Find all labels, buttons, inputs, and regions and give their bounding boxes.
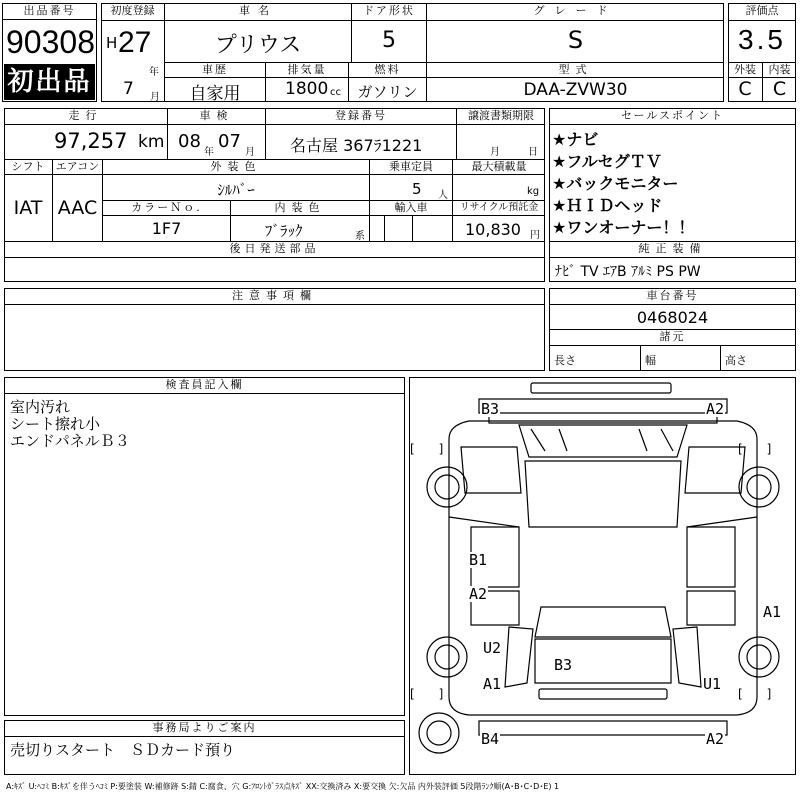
first-reg-month: 7 [123, 79, 134, 99]
model-value: DAA-ZVW30 [523, 80, 628, 100]
grade-label: グレード [533, 4, 618, 17]
specs-height-label: 高さ [725, 354, 747, 367]
inspection-year-unit: 年 [204, 147, 214, 158]
interior-grade-label: 内装 [768, 63, 791, 76]
mileage-value: 97,257 [54, 129, 128, 153]
inspection-year: 08 [178, 131, 201, 152]
first-listing-badge: 初出品 [4, 64, 95, 100]
displacement-unit: cc [330, 87, 341, 98]
first-reg-era: H [106, 34, 118, 52]
damage-mark: A2 [469, 585, 488, 603]
max-load-label: 最大積載量 [471, 160, 527, 173]
sales-point-item: ★フルセグＴＶ [552, 152, 662, 171]
office-text: 売切りスタート ＳＤカード預り [10, 741, 236, 759]
specs-length-label: 長さ [554, 354, 576, 367]
damage-mark: A2 [706, 730, 725, 748]
diagram-bracket: [ ] [738, 687, 772, 701]
diagram-bracket: [ ] [410, 687, 444, 701]
inspection-month-unit: 月 [245, 147, 255, 158]
car-name-value: プリウス [214, 33, 302, 58]
damage-mark: B4 [481, 730, 500, 748]
ext-color-label: 外装色 [210, 160, 262, 173]
car-diagram [409, 377, 796, 775]
sales-point-item: ★バックモニター [552, 174, 679, 193]
history-value: 自家用 [189, 84, 241, 104]
first-reg-label: 初度登録 [110, 4, 155, 17]
transfer-label: 譲渡書類期限 [468, 109, 534, 122]
damage-mark: A2 [706, 400, 725, 418]
transfer-month-unit: 月 [490, 147, 500, 158]
office-label: 事務局よりご案内 [152, 721, 257, 734]
sales-point-item: ★ナビ [552, 130, 599, 149]
sales-points-label: セールスポイント [620, 109, 724, 122]
exterior-grade-label: 外装 [734, 63, 756, 76]
sales-point-item: ★ＨＩＤヘッド [552, 196, 663, 215]
import-label: 輸入車 [394, 201, 428, 214]
diagram-bracket: [ ] [738, 442, 772, 456]
inspector-line: エンドパネルＢ３ [10, 432, 130, 450]
shift-label: シフト [11, 160, 45, 173]
damage-mark: B3 [554, 656, 573, 674]
damage-mark: B3 [481, 400, 500, 418]
notes-label: 注意事項欄 [232, 289, 317, 302]
displacement-value: 1800 [285, 79, 329, 99]
specs-width-label: 幅 [645, 354, 656, 367]
mileage-label: 走行 [68, 109, 103, 122]
equipment-label: 純正装備 [638, 242, 707, 255]
first-reg-year-unit: 年 [149, 67, 159, 78]
transfer-day-unit: 日 [528, 147, 538, 158]
first-reg-year: 27 [118, 26, 152, 59]
interior-grade-value: C [772, 78, 787, 100]
mileage-unit: km [138, 132, 165, 152]
specs-label: 諸元 [659, 330, 686, 343]
registration-label: 登録番号 [335, 109, 387, 122]
recycle-label: リサイクル預託金 [459, 202, 539, 213]
car-name-label: 車名 [239, 4, 277, 17]
diagram-bracket: [ ] [410, 442, 444, 456]
chassis-value: 0468024 [636, 308, 709, 327]
history-label: 車歴 [202, 63, 228, 76]
lot-label: 出品番号 [23, 4, 76, 17]
later-parts-label: 後日発送部品 [229, 242, 320, 255]
capacity-value: 5 [412, 180, 422, 198]
ext-color-value: ｼﾙﾊﾞｰ [217, 181, 255, 199]
int-color-label: 内装色 [274, 201, 326, 214]
color-no-label: カラーＮｏ. [131, 201, 202, 214]
equipment-value: ﾅﾋﾞ TV ｴｱB ｱﾙﾐ PS PW [555, 264, 701, 280]
capacity-label: 乗車定員 [389, 160, 433, 173]
int-color-value: ﾌﾞﾗｯｸ [265, 222, 303, 240]
registration-value: 名古屋 367ﾗ1221 [290, 136, 423, 155]
damage-mark: B1 [469, 551, 488, 569]
aircon-value: AAC [57, 197, 98, 219]
max-load-unit: kg [527, 186, 540, 197]
damage-mark: U1 [703, 675, 722, 693]
color-no-value: 1F7 [151, 219, 182, 238]
inspection-label: 車検 [199, 109, 234, 122]
door-label: ドア形状 [363, 4, 415, 17]
inspector-line: シート擦れ小 [10, 415, 101, 433]
damage-mark: A1 [763, 603, 782, 621]
inspector-label: 検査員記入欄 [165, 378, 244, 391]
displacement-label: 排気量 [287, 63, 327, 76]
model-label: 型式 [558, 63, 593, 76]
fuel-label: 燃料 [374, 63, 401, 76]
lot-number: 90308 [6, 24, 95, 60]
grade-value: S [567, 26, 584, 54]
fuel-value: ガソリン [357, 83, 418, 101]
score-label: 評価点 [745, 4, 779, 17]
damage-mark: A1 [483, 675, 502, 693]
chassis-label: 車台番号 [646, 289, 699, 302]
door-value: 5 [382, 28, 396, 53]
recycle-unit: 円 [530, 230, 540, 241]
score-value: 3.5 [738, 24, 786, 55]
capacity-unit: 人 [438, 190, 448, 201]
aircon-label: エアコン [55, 160, 100, 173]
exterior-grade-value: C [738, 78, 752, 100]
first-reg-month-unit: 月 [150, 92, 160, 103]
damage-mark: U2 [483, 639, 502, 657]
recycle-value: 10,830 [465, 220, 521, 239]
inspector-line: 室内汚れ [10, 398, 71, 416]
int-color-unit: 系 [355, 231, 365, 242]
legend-text: A:ｷｽﾞ U:ﾍｺﾐ B:ｷｽﾞを伴うﾍｺﾐ P:要塗装 W:補修跡 S:錆 C:腐食、穴 G:ﾌﾛﾝﾄｶﾞﾗｽ点ｷｽﾞ XX:交換済み X:要交換 欠:欠品 内外装評価 5段階ﾗﾝｸ順(A･B･C･D･E) 1 [6, 782, 560, 791]
sales-point-item: ★ワンオーナー！！ [552, 218, 695, 237]
shift-value: IAT [13, 197, 43, 219]
inspection-month: 07 [218, 131, 241, 152]
